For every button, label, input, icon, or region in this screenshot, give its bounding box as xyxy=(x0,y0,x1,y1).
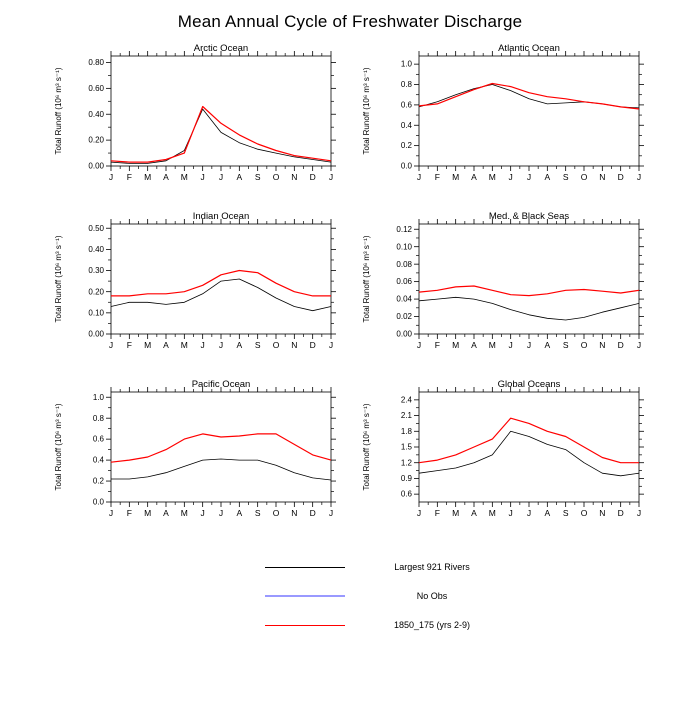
y-tick-label: 1.2 xyxy=(400,458,412,468)
x-tick-label: J xyxy=(526,172,532,182)
figure xyxy=(0,12,700,630)
x-tick-label: S xyxy=(562,340,569,350)
x-tick-label: N xyxy=(599,508,606,518)
legend-line-black-icon xyxy=(265,567,345,568)
y-tick-label: 1.5 xyxy=(400,442,412,452)
global-oceans-plot xyxy=(359,378,649,528)
y-tick-label: 0.12 xyxy=(396,224,412,234)
legend-line-blue-icon xyxy=(265,595,345,597)
x-tick-label: D xyxy=(309,172,316,182)
atlantic-ocean-plot xyxy=(359,42,649,192)
x-tick-label: J xyxy=(108,508,114,518)
arctic-ocean-plot xyxy=(51,42,341,192)
x-tick-label: D xyxy=(309,340,316,350)
y-axis-label: Total Runoff (10⁶ m³ s⁻¹) xyxy=(362,67,371,155)
legend-label: 1850_175 (yrs 2-9) xyxy=(393,620,471,630)
series-line-1850-175-yrs-2-9 xyxy=(111,434,331,462)
x-tick-label: M xyxy=(452,508,460,518)
x-tick-label: N xyxy=(291,340,298,350)
y-tick-label: 0.6 xyxy=(92,434,104,444)
x-tick-label: O xyxy=(272,508,280,518)
y-tick-label: 0.0 xyxy=(400,161,412,171)
y-tick-label: 0.50 xyxy=(88,223,104,233)
x-tick-label: A xyxy=(236,508,243,518)
y-tick-label: 0.80 xyxy=(88,58,104,68)
x-tick-label: O xyxy=(580,172,588,182)
y-tick-label: 0.20 xyxy=(88,287,104,297)
y-tick-label: 0.8 xyxy=(92,413,104,423)
x-tick-label: J xyxy=(200,340,205,350)
med-black-seas-plot xyxy=(359,210,649,360)
x-tick-label: S xyxy=(254,508,261,518)
x-tick-label: A xyxy=(163,508,169,518)
x-tick-label: J xyxy=(636,340,642,350)
chart-med-black-seas xyxy=(359,210,649,360)
y-axis-label: Total Runoff (10⁶ m³ s⁻¹) xyxy=(362,403,371,491)
x-tick-label: D xyxy=(617,340,624,350)
y-tick-label: 0.00 xyxy=(88,161,104,171)
x-tick-label: J xyxy=(508,340,513,350)
indian-ocean-plot xyxy=(51,210,341,360)
plot-frame xyxy=(419,56,639,166)
x-tick-label: N xyxy=(291,508,298,518)
x-tick-label: N xyxy=(291,172,298,182)
x-tick-label: M xyxy=(144,172,152,182)
plot-frame xyxy=(419,392,639,502)
y-tick-label: 0.4 xyxy=(92,455,104,465)
y-tick-label: 0.6 xyxy=(400,100,412,110)
x-tick-label: M xyxy=(488,340,496,350)
series-line-largest-921-rivers xyxy=(111,459,331,480)
x-tick-label: J xyxy=(218,340,224,350)
y-axis-label: Total Runoff (10⁶ m³ s⁻¹) xyxy=(54,403,63,491)
x-tick-label: S xyxy=(254,340,261,350)
series-line-largest-921-rivers xyxy=(111,109,331,163)
x-tick-label: J xyxy=(200,172,205,182)
y-tick-label: 0.08 xyxy=(396,259,412,269)
y-tick-label: 1.8 xyxy=(400,426,412,436)
plot-frame xyxy=(111,56,331,166)
x-tick-label: D xyxy=(309,508,316,518)
x-tick-label: F xyxy=(126,172,132,182)
x-tick-label: J xyxy=(108,340,114,350)
x-tick-label: J xyxy=(328,340,334,350)
x-tick-label: J xyxy=(200,508,205,518)
chart-pacific-ocean xyxy=(51,378,341,528)
y-tick-label: 0.40 xyxy=(88,109,104,119)
x-tick-label: J xyxy=(636,508,642,518)
x-tick-label: A xyxy=(236,172,243,182)
chart-title: Atlantic Ocean xyxy=(498,43,560,54)
plot-frame xyxy=(111,224,331,334)
y-tick-label: 0.10 xyxy=(396,242,412,252)
x-tick-label: A xyxy=(471,508,477,518)
x-tick-label: M xyxy=(452,172,460,182)
y-tick-label: 0.20 xyxy=(88,135,104,145)
x-tick-label: N xyxy=(599,340,606,350)
chart-indian-ocean xyxy=(51,210,341,360)
x-tick-label: J xyxy=(416,508,422,518)
chart-title: Global Oceans xyxy=(497,379,561,390)
x-tick-label: S xyxy=(254,172,261,182)
x-tick-label: A xyxy=(544,508,551,518)
x-tick-label: F xyxy=(434,508,440,518)
x-tick-label: S xyxy=(562,508,569,518)
chart-title: Arctic Ocean xyxy=(193,43,249,54)
legend-label: No Obs xyxy=(416,591,448,601)
x-tick-label: N xyxy=(599,172,606,182)
x-tick-label: A xyxy=(163,340,169,350)
legend-item-largest-921-rivers xyxy=(265,562,700,572)
y-tick-label: 0.2 xyxy=(400,141,412,151)
x-tick-label: J xyxy=(218,172,224,182)
x-tick-label: J xyxy=(636,172,642,182)
y-tick-label: 1.0 xyxy=(92,392,104,402)
y-tick-label: 0.8 xyxy=(400,80,412,90)
y-axis-label: Total Runoff (10⁶ m³ s⁻¹) xyxy=(54,235,63,323)
legend xyxy=(0,562,700,630)
y-tick-label: 0.4 xyxy=(400,120,412,130)
x-tick-label: A xyxy=(544,340,551,350)
series-line-1850-175-yrs-2-9 xyxy=(419,418,639,463)
y-tick-label: 0.60 xyxy=(88,83,104,93)
y-tick-label: 0.02 xyxy=(396,312,412,322)
x-tick-label: M xyxy=(180,340,188,350)
x-tick-label: M xyxy=(488,172,496,182)
y-tick-label: 0.30 xyxy=(88,266,104,276)
y-tick-label: 0.40 xyxy=(88,244,104,254)
y-tick-label: 0.2 xyxy=(92,476,104,486)
legend-item-no-obs xyxy=(265,591,700,601)
y-tick-label: 0.6 xyxy=(400,489,412,499)
y-axis-label: Total Runoff (10⁶ m³ s⁻¹) xyxy=(54,67,63,155)
x-tick-label: F xyxy=(434,340,440,350)
series-line-largest-921-rivers xyxy=(111,279,331,311)
plot-frame xyxy=(419,224,639,334)
y-axis-label: Total Runoff (10⁶ m³ s⁻¹) xyxy=(362,235,371,323)
y-tick-label: 2.4 xyxy=(400,395,412,405)
chart-arctic-ocean xyxy=(51,42,341,192)
x-tick-label: F xyxy=(126,508,132,518)
x-tick-label: J xyxy=(416,172,422,182)
x-tick-label: J xyxy=(526,340,532,350)
x-tick-label: M xyxy=(180,172,188,182)
series-line-1850-175-yrs-2-9 xyxy=(419,286,639,296)
x-tick-label: J xyxy=(508,508,513,518)
x-tick-label: A xyxy=(544,172,551,182)
x-tick-label: J xyxy=(108,172,114,182)
x-tick-label: J xyxy=(508,172,513,182)
x-tick-label: O xyxy=(580,340,588,350)
y-tick-label: 0.04 xyxy=(396,294,412,304)
y-tick-label: 0.00 xyxy=(396,329,412,339)
x-tick-label: J xyxy=(526,508,532,518)
series-line-1850-175-yrs-2-9 xyxy=(111,271,331,296)
x-tick-label: A xyxy=(471,340,477,350)
chart-title: Indian Ocean xyxy=(192,211,250,222)
x-tick-label: O xyxy=(272,172,280,182)
x-tick-label: M xyxy=(488,508,496,518)
series-line-largest-921-rivers xyxy=(419,297,639,320)
y-tick-label: 1.0 xyxy=(400,59,412,69)
x-tick-label: O xyxy=(272,340,280,350)
figure-title: Mean Annual Cycle of Freshwater Discharge xyxy=(177,12,523,31)
x-tick-label: D xyxy=(617,508,624,518)
x-tick-label: F xyxy=(126,340,132,350)
legend-item-1850-175 xyxy=(265,620,700,630)
legend-label: Largest 921 Rivers xyxy=(394,562,470,572)
x-tick-label: M xyxy=(144,508,152,518)
x-tick-label: O xyxy=(580,508,588,518)
y-tick-label: 0.0 xyxy=(92,497,104,507)
x-tick-label: A xyxy=(471,172,477,182)
x-tick-label: A xyxy=(236,340,243,350)
series-line-largest-921-rivers xyxy=(419,431,639,476)
x-tick-label: M xyxy=(452,340,460,350)
series-line-1850-175-yrs-2-9 xyxy=(111,107,331,163)
y-tick-label: 0.00 xyxy=(88,329,104,339)
x-tick-label: J xyxy=(218,508,224,518)
x-tick-label: J xyxy=(328,172,334,182)
x-tick-label: M xyxy=(144,340,152,350)
chart-title: Med. & Black Seas xyxy=(488,211,570,222)
legend-line-red-icon xyxy=(265,625,345,626)
pacific-ocean-plot xyxy=(51,378,341,528)
x-tick-label: D xyxy=(617,172,624,182)
x-tick-label: M xyxy=(180,508,188,518)
x-tick-label: F xyxy=(434,172,440,182)
chart-atlantic-ocean xyxy=(359,42,649,192)
y-tick-label: 0.9 xyxy=(400,474,412,484)
x-tick-label: S xyxy=(562,172,569,182)
x-tick-label: A xyxy=(163,172,169,182)
y-tick-label: 0.10 xyxy=(88,308,104,318)
chart-global-oceans xyxy=(359,378,649,528)
x-tick-label: J xyxy=(416,340,422,350)
x-tick-label: J xyxy=(328,508,334,518)
y-tick-label: 2.1 xyxy=(400,411,412,421)
y-tick-label: 0.06 xyxy=(396,277,412,287)
chart-title: Pacific Ocean xyxy=(191,379,251,390)
charts-grid xyxy=(0,42,700,528)
